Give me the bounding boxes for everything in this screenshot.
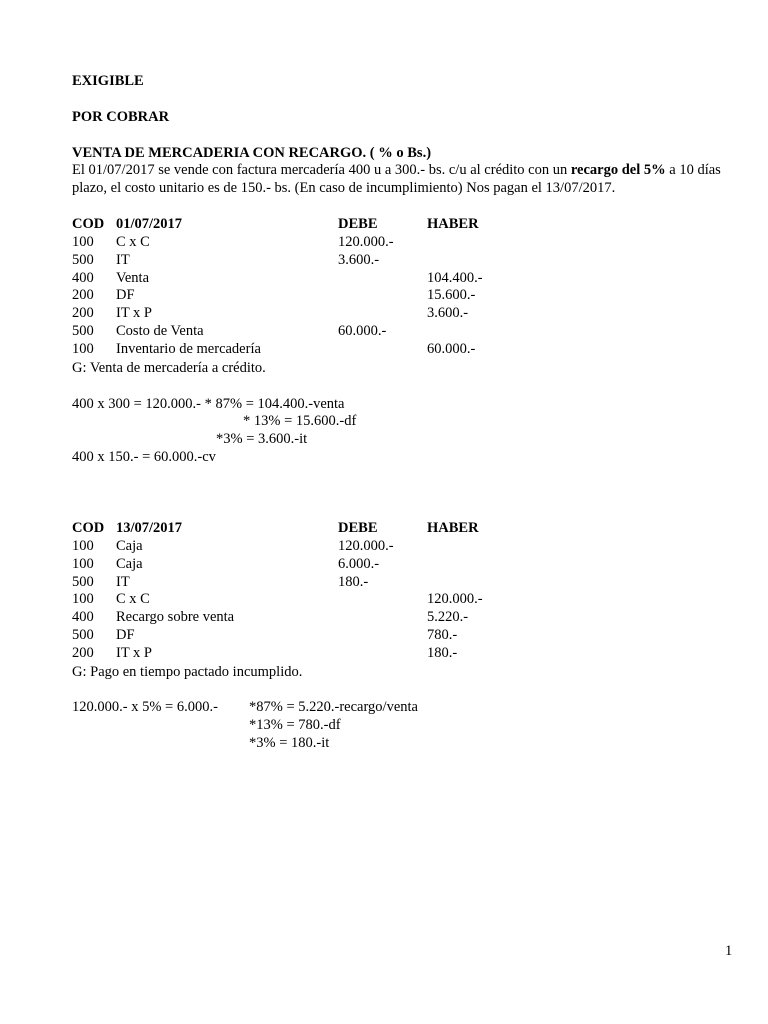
heading-venta-mercaderia: VENTA DE MERCADERIA CON RECARGO. ( % o Bs.) bbox=[72, 145, 432, 161]
intro-bold: recargo del 5% bbox=[570, 162, 666, 178]
cod-cell: 500 bbox=[72, 573, 94, 590]
account-cell: Caja bbox=[116, 555, 143, 572]
journal-row bbox=[72, 341, 732, 359]
debe-cell: 180.- bbox=[338, 573, 369, 590]
entry1-header bbox=[72, 216, 732, 234]
account-cell: DF bbox=[116, 627, 135, 643]
haber-cell: 60.000.- bbox=[427, 340, 476, 357]
journal-row bbox=[72, 252, 732, 270]
entry2-header-debe: DEBE bbox=[338, 520, 378, 536]
cod-cell: 500 bbox=[72, 251, 94, 268]
cod-cell: 100 bbox=[72, 234, 94, 250]
entry2-calc-line1a: 120.000.- x 5% = 6.000.- bbox=[72, 699, 218, 715]
entry2-header-haber: HABER bbox=[427, 520, 479, 536]
entry1-header-cod: COD bbox=[72, 216, 105, 232]
cod-cell: 100 bbox=[72, 555, 94, 572]
haber-cell: 5.220.- bbox=[427, 609, 469, 626]
cod-cell: 400 bbox=[72, 269, 94, 286]
entry1-calc-line3: *3% = 3.600.-it bbox=[216, 431, 308, 447]
account-cell: Recargo sobre venta bbox=[116, 609, 235, 626]
journal-row bbox=[72, 538, 732, 556]
account-cell: Venta bbox=[116, 269, 150, 286]
entry1-gloss: G: Venta de mercadería a crédito. bbox=[72, 360, 266, 376]
entry1-header-date: 01/07/2017 bbox=[116, 216, 183, 232]
entry1-calc-line2: * 13% = 15.600.-df bbox=[243, 413, 357, 429]
journal-row bbox=[72, 556, 732, 574]
account-cell: C x C bbox=[116, 591, 150, 608]
cod-cell: 200 bbox=[72, 305, 94, 322]
entry2-calc-line3: *3% = 180.-it bbox=[249, 735, 330, 751]
account-cell: Inventario de mercadería bbox=[116, 340, 261, 357]
cod-cell: 500 bbox=[72, 323, 94, 339]
journal-row bbox=[72, 591, 732, 609]
cod-cell: 100 bbox=[72, 591, 94, 608]
debe-cell: 3.600.- bbox=[338, 251, 380, 268]
account-cell: Costo de Venta bbox=[116, 323, 204, 339]
cod-cell: 400 bbox=[72, 609, 94, 626]
cod-cell: 200 bbox=[72, 644, 94, 661]
account-cell: C x C bbox=[116, 234, 150, 250]
entry2-header bbox=[72, 520, 732, 538]
entry1-calc-line4: 400 x 150.- = 60.000.-cv bbox=[72, 449, 216, 465]
account-cell: IT bbox=[116, 573, 130, 590]
haber-cell: 120.000.- bbox=[427, 591, 483, 608]
cod-cell: 100 bbox=[72, 340, 94, 357]
intro-text-1: El 01/07/2017 se vende con factura mercadería 400 u a 300.- bs. c/u al crédito con un bbox=[72, 162, 571, 178]
account-cell: IT x P bbox=[116, 644, 152, 661]
account-cell: IT x P bbox=[116, 305, 152, 322]
cod-cell: 200 bbox=[72, 287, 94, 304]
document-page bbox=[72, 0, 732, 1024]
entry2-header-date: 13/07/2017 bbox=[116, 520, 183, 536]
haber-cell: 180.- bbox=[427, 644, 458, 661]
journal-row bbox=[72, 609, 732, 627]
journal-row bbox=[72, 645, 732, 663]
entry1-header-debe: DEBE bbox=[338, 216, 378, 232]
entry1-calc-line1: 400 x 300 = 120.000.- * 87% = 104.400.-venta bbox=[72, 396, 345, 412]
cod-cell: 500 bbox=[72, 627, 94, 643]
page-number: 1 bbox=[725, 943, 733, 959]
entry2-calc-line2: *13% = 780.-df bbox=[249, 717, 341, 733]
account-cell: Caja bbox=[116, 538, 143, 554]
journal-row bbox=[72, 323, 732, 341]
debe-cell: 60.000.- bbox=[338, 323, 387, 339]
intro-text-2: a 10 días plazo, el costo unitario es de 150.- bs. (En caso de incumplimiento) Nos pagan el 13/07/2017. bbox=[72, 162, 721, 196]
journal-row bbox=[72, 627, 732, 645]
intro-paragraph bbox=[72, 161, 732, 197]
debe-cell: 120.000.- bbox=[338, 234, 394, 250]
heading-por-cobrar: POR COBRAR bbox=[72, 109, 170, 125]
journal-row bbox=[72, 234, 732, 252]
cod-cell: 100 bbox=[72, 538, 94, 554]
debe-cell: 120.000.- bbox=[338, 538, 394, 554]
journal-row bbox=[72, 305, 732, 323]
entry2-gloss: G: Pago en tiempo pactado incumplido. bbox=[72, 664, 303, 680]
entry2-calc-line1b: *87% = 5.220.-recargo/venta bbox=[249, 699, 418, 715]
entry1-header-haber: HABER bbox=[427, 216, 479, 232]
haber-cell: 3.600.- bbox=[427, 305, 469, 322]
journal-row bbox=[72, 574, 732, 592]
account-cell: DF bbox=[116, 287, 135, 304]
journal-row bbox=[72, 287, 732, 305]
haber-cell: 15.600.- bbox=[427, 287, 476, 304]
journal-row bbox=[72, 270, 732, 288]
entry2-header-cod: COD bbox=[72, 520, 105, 536]
debe-cell: 6.000.- bbox=[338, 555, 380, 572]
haber-cell: 780.- bbox=[427, 627, 458, 643]
heading-exigible: EXIGIBLE bbox=[72, 73, 144, 89]
account-cell: IT bbox=[116, 251, 130, 268]
haber-cell: 104.400.- bbox=[427, 269, 483, 286]
